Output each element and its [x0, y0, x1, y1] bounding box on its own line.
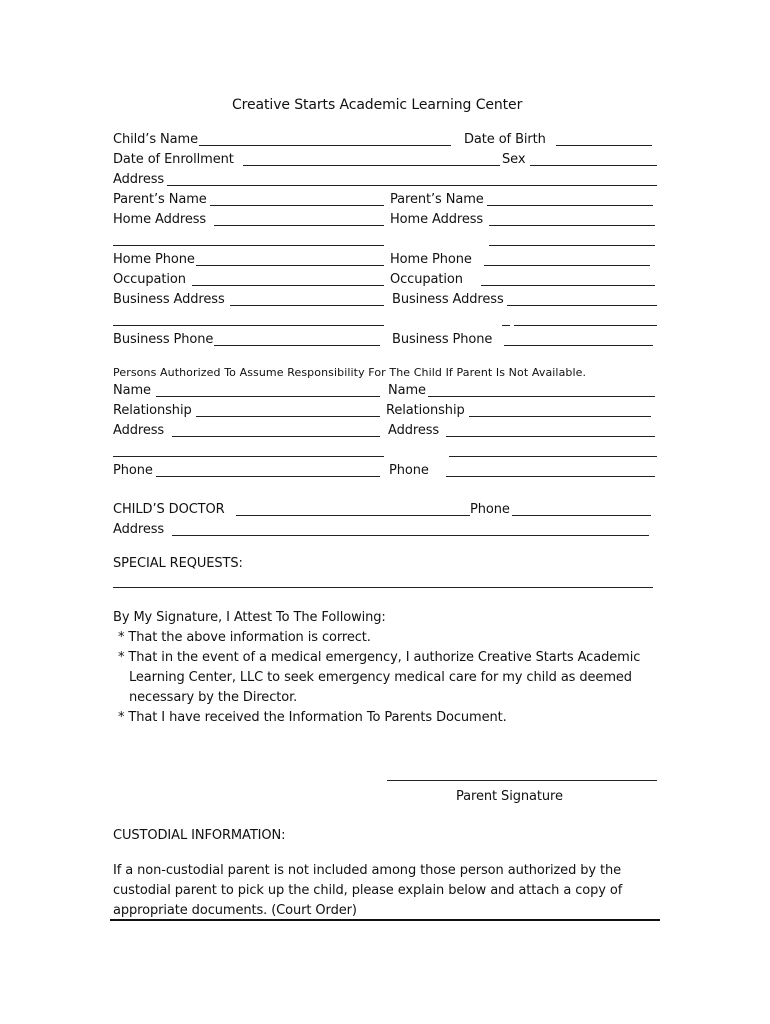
parent2-name-line[interactable]: [487, 205, 653, 206]
parent1-business-address-line-2[interactable]: [113, 325, 384, 326]
childs-doctor-label: CHILD’S DOCTOR: [113, 502, 225, 517]
parent-signature-label: Parent Signature: [456, 789, 563, 804]
attest-item-1: * That the above information is correct.: [118, 630, 371, 645]
sex-label: Sex: [502, 152, 526, 167]
parent1-home-address-label: Home Address: [113, 212, 207, 227]
parent2-occupation-label: Occupation: [390, 272, 463, 287]
custodial-text-line-2: custodial parent to pick up the child, please explain below and attach a copy of: [113, 883, 623, 898]
authorized1-relationship-line[interactable]: [196, 416, 380, 417]
parent1-business-phone-label: Business Phone: [113, 332, 214, 347]
authorized1-phone-line[interactable]: [156, 476, 380, 477]
attest-heading: By My Signature, I Attest To The Following:: [113, 610, 386, 625]
authorized2-address-line-2[interactable]: [449, 456, 657, 457]
authorized-persons-heading: Persons Authorized To Assume Responsibility For The Child If Parent Is Not Available.: [113, 366, 587, 379]
authorized2-phone-line[interactable]: [446, 476, 655, 477]
parent2-home-address-line-2[interactable]: [489, 245, 655, 246]
attest-item-2-line-1: * That in the event of a medical emergency, I authorize Creative Starts Academic: [118, 650, 641, 665]
attest-item-2-line-3: necessary by the Director.: [129, 690, 298, 705]
parent2-business-address-line[interactable]: [507, 305, 657, 306]
parent2-home-address-line[interactable]: [489, 225, 655, 226]
authorized1-phone-label: Phone: [113, 463, 153, 478]
parent2-business-address-line-2a[interactable]: [502, 325, 510, 326]
authorized1-name-label: Name: [113, 383, 151, 398]
parent1-occupation-line[interactable]: [192, 285, 384, 286]
attest-item-3: * That I have received the Information To Parents Document.: [118, 710, 507, 725]
authorized1-address-label: Address: [113, 423, 165, 438]
parent-signature-line[interactable]: [387, 780, 657, 781]
authorized2-relationship-line[interactable]: [469, 416, 651, 417]
authorized2-name-line[interactable]: [428, 396, 655, 397]
authorized2-name-label: Name: [388, 383, 426, 398]
parent2-business-address-label: Business Address: [392, 292, 504, 307]
parent2-business-address-line-2b[interactable]: [514, 325, 657, 326]
parent1-business-address-line[interactable]: [230, 305, 384, 306]
parent1-home-address-line[interactable]: [214, 225, 384, 226]
parent1-home-address-line-2[interactable]: [113, 245, 384, 246]
sex-line[interactable]: [530, 165, 657, 166]
doctor-address-label: Address: [113, 522, 165, 537]
authorized2-phone-label: Phone: [389, 463, 429, 478]
parent2-home-phone-label: Home Phone: [390, 252, 472, 267]
parent2-home-phone-line[interactable]: [484, 265, 650, 266]
authorized2-address-label: Address: [388, 423, 440, 438]
custodial-text-line-3: appropriate documents. (Court Order): [113, 903, 357, 918]
custodial-heading: CUSTODIAL INFORMATION:: [113, 828, 286, 843]
attest-item-2-line-2: Learning Center, LLC to seek emergency medical care for my child as deemed: [129, 670, 632, 685]
bottom-rule: [110, 919, 660, 921]
authorized1-relationship-label: Relationship: [113, 403, 192, 418]
parent2-home-address-label: Home Address: [390, 212, 484, 227]
authorized1-address-line-2[interactable]: [113, 456, 384, 457]
authorized2-address-line[interactable]: [446, 436, 655, 437]
address-label: Address: [113, 172, 165, 187]
date-of-birth-label: Date of Birth: [464, 132, 546, 147]
parent1-name-label: Parent’s Name: [113, 192, 207, 207]
parent2-business-phone-label: Business Phone: [392, 332, 493, 347]
address-line[interactable]: [167, 185, 657, 186]
childs-name-label: Child’s Name: [113, 132, 198, 147]
parent1-occupation-label: Occupation: [113, 272, 186, 287]
parent2-business-phone-line[interactable]: [504, 345, 653, 346]
custodial-text-line-1: If a non-custodial parent is not included among those person authorized by the: [113, 863, 622, 878]
doctor-phone-label: Phone: [470, 502, 510, 517]
parent1-home-phone-label: Home Phone: [113, 252, 195, 267]
authorized2-relationship-label: Relationship: [386, 403, 465, 418]
parent1-name-line[interactable]: [210, 205, 384, 206]
childs-doctor-line[interactable]: [236, 515, 470, 516]
parent1-home-phone-line[interactable]: [196, 265, 384, 266]
doctor-phone-line[interactable]: [512, 515, 651, 516]
parent2-name-label: Parent’s Name: [390, 192, 484, 207]
parent2-occupation-line[interactable]: [481, 285, 655, 286]
date-of-enrollment-label: Date of Enrollment: [113, 152, 234, 167]
special-requests-label: SPECIAL REQUESTS:: [113, 556, 243, 571]
date-of-birth-line[interactable]: [556, 145, 652, 146]
childs-name-line[interactable]: [199, 145, 451, 146]
date-of-enrollment-line[interactable]: [243, 165, 500, 166]
authorized1-address-line[interactable]: [172, 436, 380, 437]
special-requests-line[interactable]: [113, 587, 653, 588]
parent1-business-address-label: Business Address: [113, 292, 225, 307]
parent1-business-phone-line[interactable]: [214, 345, 380, 346]
form-title: Creative Starts Academic Learning Center: [232, 97, 523, 113]
authorized1-name-line[interactable]: [156, 396, 380, 397]
doctor-address-line[interactable]: [172, 535, 649, 536]
